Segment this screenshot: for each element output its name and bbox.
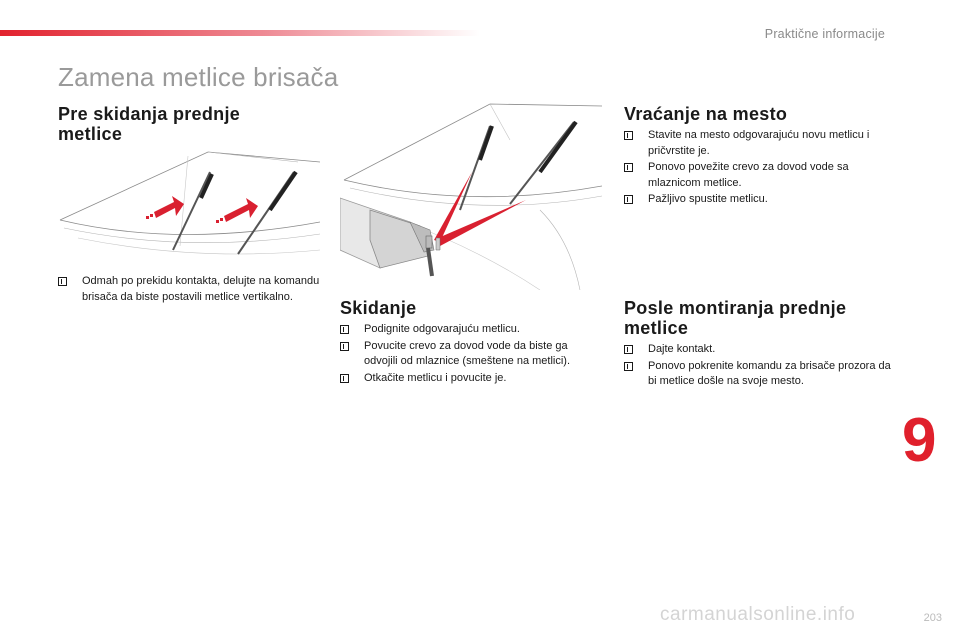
removal-steps xyxy=(340,322,602,387)
before-removal-heading xyxy=(58,104,240,144)
step-text: Povucite crevo za dovod vode da biste ga odvojili od mlaznice (smeštene na metlici). xyxy=(364,339,571,367)
step-checkbox-icon xyxy=(624,345,633,354)
step-checkbox-icon xyxy=(340,325,349,334)
step-text: Podignite odgovarajuću metlicu. xyxy=(364,323,520,335)
list-item xyxy=(624,342,894,358)
before-removal-heading-line2: metlice xyxy=(58,124,123,144)
step-text: Dajte kontakt. xyxy=(648,343,716,355)
step-checkbox-icon xyxy=(624,362,633,371)
step-checkbox-icon xyxy=(58,277,67,286)
step-text: Odmah po prekidu kontakta, delujte na komandu brisača da biste postavili metlice vertikalno. xyxy=(82,275,320,303)
after-refit-heading-line2: metlice xyxy=(624,318,689,338)
removal-heading: Skidanje xyxy=(340,298,417,318)
step-text: Ponovo povežite crevo za dovod vode sa mlaznicom metlice. xyxy=(648,161,849,189)
list-item xyxy=(624,359,894,390)
step-text: Otkačite metlicu i povucite je. xyxy=(364,371,507,384)
after-refit-heading xyxy=(624,298,846,338)
step-text: Stavite na mesto odgovarajuću novu metlicu i pričvrstite je. xyxy=(648,129,870,157)
step-text: Ponovo pokrenite komandu za brisače prozora da bi metlice došle na svoje mesto. xyxy=(648,359,891,387)
list-item xyxy=(58,274,320,305)
after-refit-heading-line1: Posle montiranja prednje xyxy=(624,298,847,318)
after-refit-steps xyxy=(624,342,894,391)
step-checkbox-icon xyxy=(340,342,349,351)
refit-heading: Vraćanje na mesto xyxy=(624,104,788,124)
list-item xyxy=(624,160,886,191)
watermark: carmanualsonline.info xyxy=(660,604,856,625)
header-accent-bar xyxy=(0,30,480,36)
refit-steps xyxy=(624,128,886,209)
step-text: Pažljivo spustite metlicu. xyxy=(648,193,768,205)
step-checkbox-icon xyxy=(340,374,349,383)
list-item xyxy=(340,371,602,387)
step-checkbox-icon xyxy=(624,163,633,172)
wipers-vertical-illustration xyxy=(58,150,320,262)
page-number: 203 xyxy=(923,612,942,624)
list-item xyxy=(624,128,886,159)
list-item xyxy=(340,339,602,370)
page-title: Zamena metlice brisača xyxy=(58,62,339,92)
section-header: Praktične informacije xyxy=(764,27,885,41)
step-checkbox-icon xyxy=(624,131,633,140)
step-checkbox-icon xyxy=(624,195,633,204)
before-removal-steps xyxy=(58,274,320,306)
wiper-removal-illustration xyxy=(340,100,602,290)
before-removal-heading-line1: Pre skidanja prednje xyxy=(58,104,241,124)
chapter-number: 9 xyxy=(902,406,937,475)
list-item xyxy=(624,192,886,208)
list-item xyxy=(340,322,602,338)
